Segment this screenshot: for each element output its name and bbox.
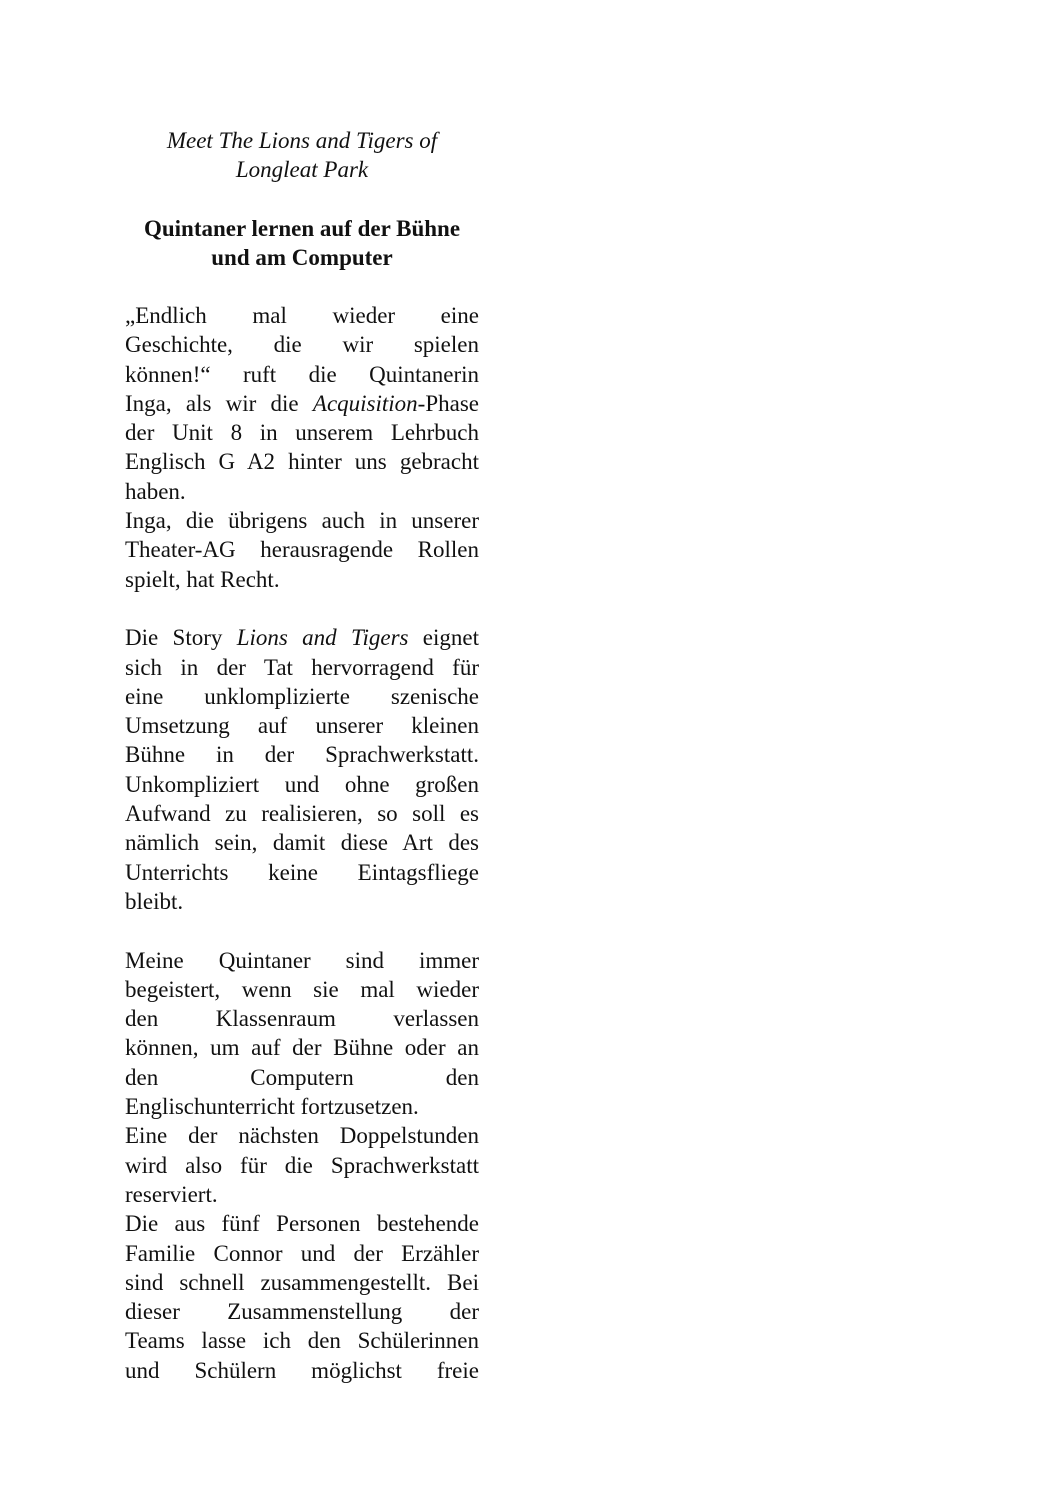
kicker-line: Meet The Lions and Tigers of bbox=[166, 128, 438, 153]
text-line: der Unit 8 in unserem Lehrbuch bbox=[125, 420, 479, 446]
text-run: -Phase bbox=[417, 390, 479, 416]
text-line: den Klassenraum verlassen bbox=[125, 1006, 479, 1032]
text-line: Bühne in der Sprachwerkstatt. bbox=[125, 742, 479, 768]
text-line: Familie Connor und der Erzähler bbox=[125, 1240, 479, 1266]
text-line: sind schnell zusammengestellt. Bei bbox=[125, 1269, 479, 1295]
text-line: nämlich sein, damit diese Art des bbox=[125, 830, 479, 856]
paragraph-4 bbox=[125, 946, 479, 1122]
text-line: können, um auf der Bühne oder an bbox=[125, 1035, 479, 1061]
text-line: bleibt. bbox=[125, 888, 184, 914]
headline-line: Quintaner lernen auf der Bühne bbox=[143, 216, 461, 241]
text-line: und Schülern möglichst freie bbox=[125, 1357, 479, 1383]
paragraph-1 bbox=[125, 301, 479, 506]
paragraph-spacer bbox=[125, 916, 479, 945]
italic-term: Acquisition bbox=[312, 390, 418, 416]
text-line: Theater-AG herausragende Rollen bbox=[125, 537, 479, 563]
text-line bbox=[125, 623, 479, 652]
paragraph-2 bbox=[125, 506, 479, 594]
article-column bbox=[125, 126, 479, 1385]
text-line: sich in der Tat hervorragend für bbox=[125, 654, 479, 680]
text-line: Teams lasse ich den Schülerinnen bbox=[125, 1328, 479, 1354]
text-line: Eine der nächsten Doppelstunden bbox=[125, 1123, 479, 1149]
text-line: eine unklomplizierte szenische bbox=[125, 683, 479, 709]
text-line: begeistert, wenn sie mal wieder bbox=[125, 976, 479, 1002]
text-line: reserviert. bbox=[125, 1181, 218, 1207]
text-line: „Endlich mal wieder eine bbox=[125, 303, 479, 328]
text-line: Umsetzung auf unserer kleinen bbox=[125, 713, 479, 739]
headline-line: und am Computer bbox=[211, 245, 393, 270]
article-kicker bbox=[125, 126, 479, 184]
text-line: Unkompliziert und ohne großen bbox=[125, 771, 479, 797]
text-line: wird also für die Sprachwerkstatt bbox=[125, 1152, 479, 1178]
text-line: Unterrichts keine Eintagsfliege bbox=[125, 859, 479, 885]
text-line: Aufwand zu realisieren, so soll es bbox=[125, 801, 479, 827]
paragraph-6 bbox=[125, 1209, 479, 1385]
text-line: Meine Quintaner sind immer bbox=[125, 947, 479, 973]
text-line: spielt, hat Recht. bbox=[125, 566, 280, 592]
text-run: Die Story bbox=[125, 625, 237, 651]
text-line: Englisch G A2 hinter uns gebracht bbox=[125, 449, 479, 475]
italic-term: Lions and Tigers bbox=[236, 625, 409, 651]
article-body bbox=[125, 301, 479, 1385]
text-run: Inga, als wir die bbox=[125, 390, 313, 416]
text-line: haben. bbox=[125, 478, 186, 504]
paragraph-3 bbox=[125, 623, 479, 916]
text-line bbox=[125, 389, 479, 418]
text-line: Geschichte, die wir spielen bbox=[125, 332, 479, 358]
kicker-line: Longleat Park bbox=[235, 157, 369, 182]
text-line: Englischunterricht fortzusetzen. bbox=[125, 1094, 419, 1120]
text-run: eignet bbox=[408, 625, 479, 651]
text-line: Inga, die übrigens auch in unserer bbox=[125, 508, 479, 534]
article-headline bbox=[125, 214, 479, 272]
text-line: den Computern den bbox=[125, 1064, 479, 1090]
text-line: dieser Zusammenstellung der bbox=[125, 1299, 479, 1325]
text-line: Die aus fünf Personen bestehende bbox=[125, 1211, 479, 1237]
paragraph-spacer bbox=[125, 594, 479, 623]
paragraph-5 bbox=[125, 1121, 479, 1209]
text-line: können!“ ruft die Quintanerin bbox=[125, 361, 479, 387]
